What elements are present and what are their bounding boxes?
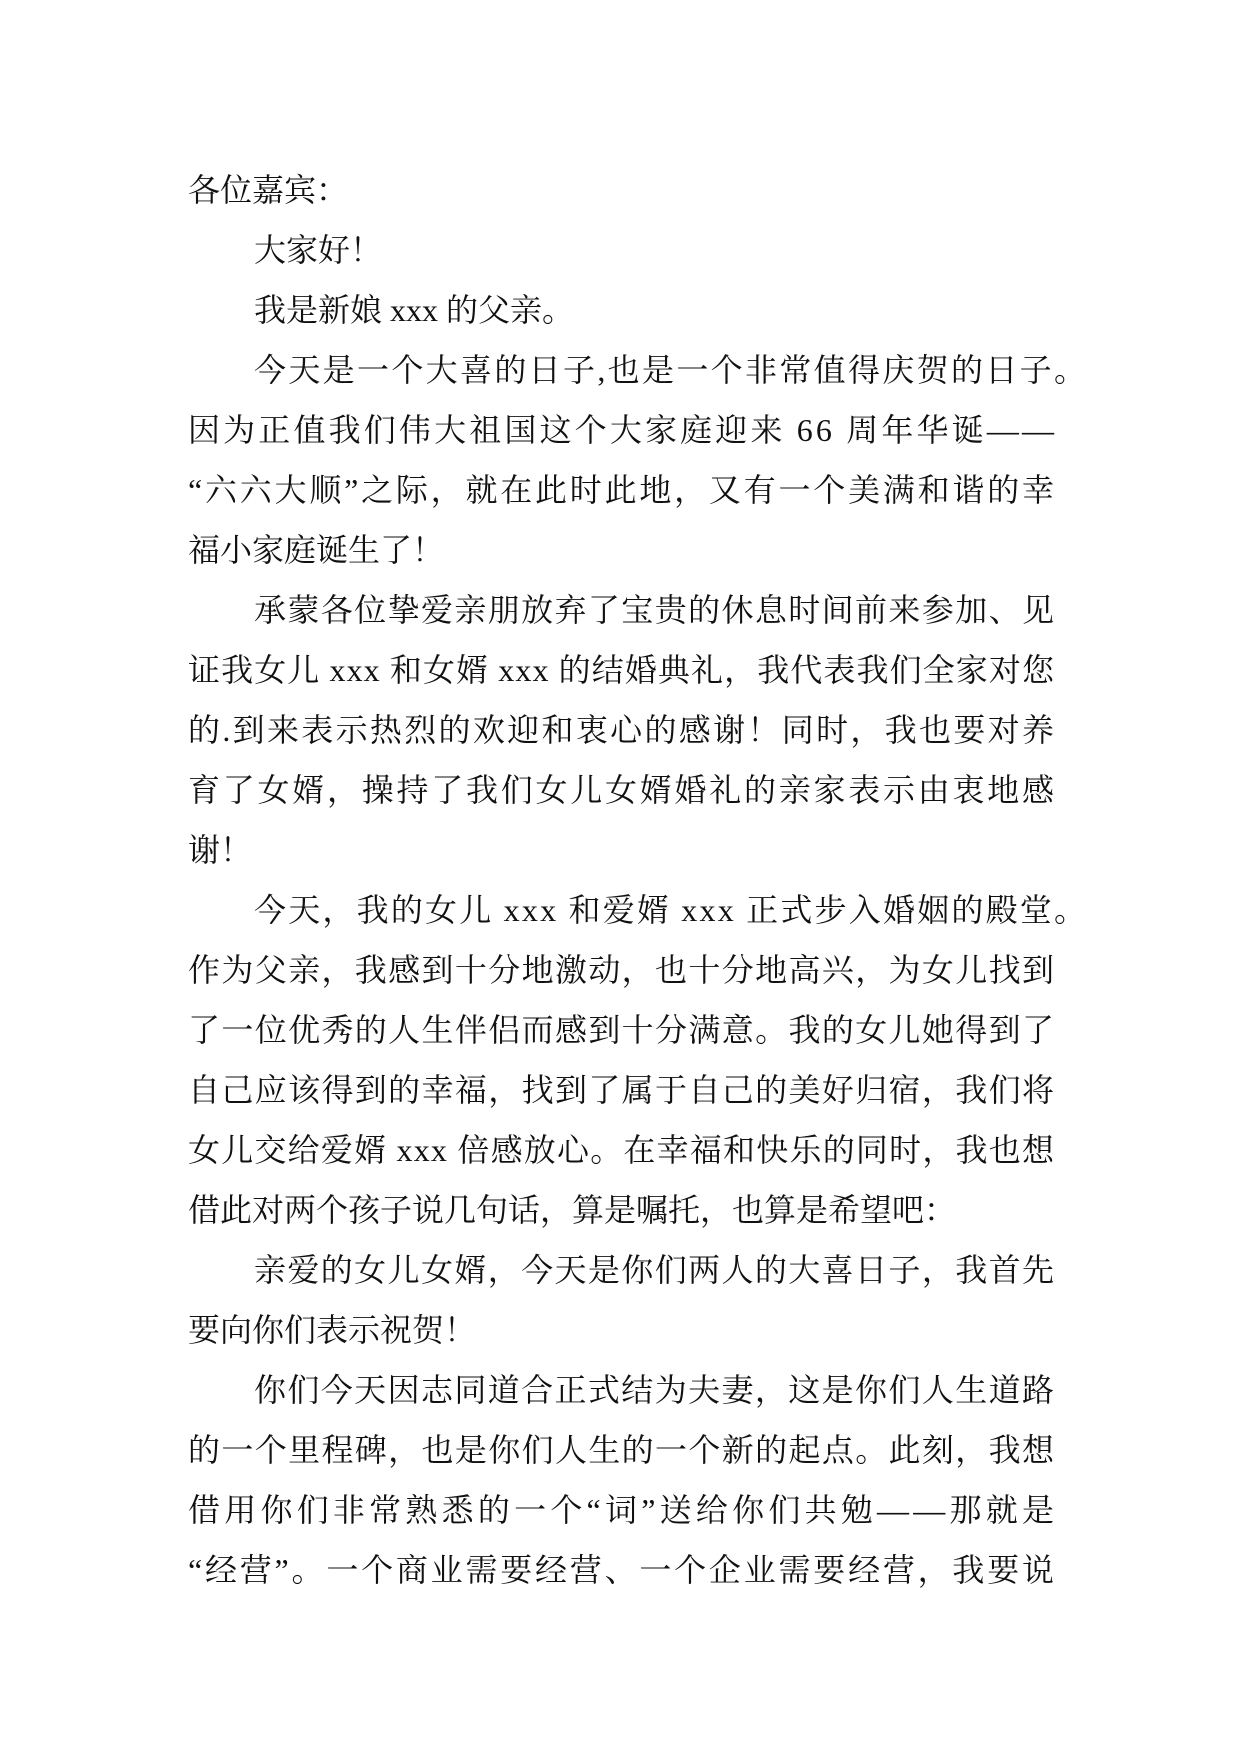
text-line: 的一个里程碑，也是你们人生的一个新的起点。此刻，我想 (188, 1432, 1056, 1468)
text-line: “经营”。一个商业需要经营、一个企业需要经营，我要说 (188, 1552, 1057, 1588)
greeting-paragraph (188, 220, 1054, 280)
father-feelings-paragraph (188, 880, 1089, 1240)
text-line: 你们今天因志同道合正式结为夫妻，这是你们人生道路 (254, 1372, 1056, 1408)
text-line: 亲爱的女儿女婿，今天是你们两人的大喜日子，我首先 (254, 1252, 1056, 1288)
text-line: 作为父亲，我感到十分地激动，也十分地高兴，为女儿找到 (188, 952, 1056, 988)
congratulations-paragraph (188, 1240, 1054, 1360)
text-line: 承蒙各位挚爱亲朋放弃了宝贵的休息时间前来参加、见 (254, 592, 1056, 628)
text-line: 借用你们非常熟悉的一个“词”送给你们共勉——那就是 (188, 1492, 1059, 1528)
advice-paragraph (188, 1360, 1059, 1600)
text-line: 自己应该得到的幸福，找到了属于自己的美好归宿，我们将 (188, 1072, 1056, 1108)
text-line: 大家好！ (254, 232, 383, 268)
text-line: “六六大顺”之际，就在此时此地，又有一个美满和谐的幸 (188, 472, 1057, 508)
text-line: 了一位优秀的人生伴侣而感到十分满意。我的女儿她得到了 (188, 1012, 1056, 1048)
text-line: 要向你们表示祝贺！ (188, 1312, 477, 1348)
text-line: 我是新娘 xxx 的父亲。 (254, 292, 575, 328)
salutation-paragraph (188, 160, 1054, 220)
text-line: 谢！ (188, 832, 253, 868)
text-line: 各位嘉宾： (188, 172, 349, 208)
text-line: 的.到来表示热烈的欢迎和衷心的感谢！同时，我也要对养 (188, 712, 1057, 748)
occasion-paragraph (188, 340, 1089, 580)
text-line: 女儿交给爱婿 xxx 倍感放心。在幸福和快乐的同时，我也想 (188, 1132, 1056, 1168)
text-line: 育了女婿，操持了我们女儿女婿婚礼的亲家表示由衷地感 (188, 772, 1057, 808)
text-line: 因为正值我们伟大祖国这个大家庭迎来 66 周年华诞—— (188, 412, 1058, 448)
text-line: 借此对两个孩子说几句话，算是嘱托，也算是希望吧： (188, 1192, 957, 1228)
text-line: 今天，我的女儿 xxx 和爱婿 xxx 正式步入婚姻的殿堂。 (254, 892, 1089, 928)
text-line: 今天是一个大喜的日子,也是一个非常值得庆贺的日子。 (254, 352, 1089, 388)
text-line: 证我女儿 xxx 和女婿 xxx 的结婚典礼，我代表我们全家对您 (188, 652, 1056, 688)
thanks-paragraph (188, 580, 1057, 880)
document-body (188, 160, 1089, 1600)
text-line: 福小家庭诞生了！ (188, 532, 445, 568)
self-introduction-paragraph (188, 280, 1054, 340)
